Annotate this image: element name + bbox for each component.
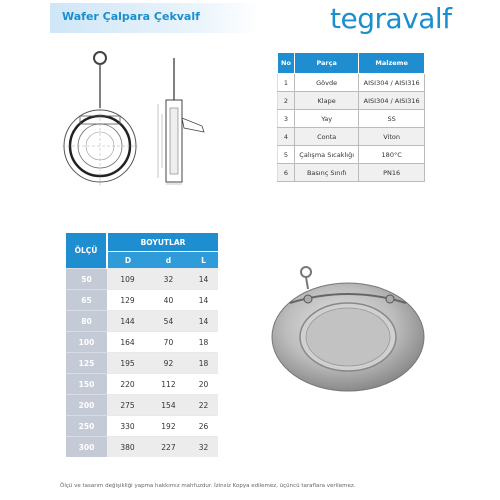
cell-D: 220 [107,374,148,395]
cell-D: 380 [107,437,148,458]
cell-D: 275 [107,395,148,416]
row-no: 6 [278,164,295,182]
cell-L: 18 [189,353,218,374]
materials-header-part: Parça [295,53,359,74]
size-cell: 65 [66,290,107,311]
cell-L: 26 [189,416,218,437]
cell-L: 20 [189,374,218,395]
size-cell: 200 [66,395,107,416]
cell-d: 112 [148,374,189,395]
page-title: Wafer Çalpara Çekvalf [62,10,200,23]
cell-d: 40 [148,290,189,311]
table-row [278,92,425,110]
header-D: D [107,252,148,269]
table-row [278,146,425,164]
cell-D: 195 [107,353,148,374]
table-row [278,128,425,146]
cell-L: 14 [189,290,218,311]
size-cell: 250 [66,416,107,437]
table-row [66,290,218,311]
cell-L: 14 [189,269,218,290]
dimensions-group-header: BOYUTLAR [107,233,218,252]
table-row [66,437,218,458]
table-row [66,353,218,374]
cell-d: 32 [148,269,189,290]
row-no: 2 [278,92,295,110]
cell-D: 144 [107,311,148,332]
row-material: SS [359,110,425,128]
product-photo [268,265,428,395]
cell-D: 129 [107,290,148,311]
materials-header-material: Malzeme [359,53,425,74]
header-d: d [148,252,189,269]
table-row [66,395,218,416]
cell-D: 330 [107,416,148,437]
row-material: Viton [359,128,425,146]
table-row [278,74,425,92]
row-material: AISI304 / AISI316 [359,74,425,92]
cell-d: 70 [148,332,189,353]
cell-D: 164 [107,332,148,353]
row-material: PN16 [359,164,425,182]
cell-d: 92 [148,353,189,374]
size-cell: 50 [66,269,107,290]
cell-L: 14 [189,311,218,332]
materials-header-no: No [278,53,295,74]
materials-table [277,52,425,182]
cell-d: 154 [148,395,189,416]
row-part: Klape [295,92,359,110]
row-part: Gövde [295,74,359,92]
cell-L: 32 [189,437,218,458]
row-no: 3 [278,110,295,128]
size-cell: 125 [66,353,107,374]
row-no: 4 [278,128,295,146]
cell-D: 109 [107,269,148,290]
dimensions-table [66,233,218,457]
row-part: Yay [295,110,359,128]
cell-d: 54 [148,311,189,332]
table-row [66,332,218,353]
size-cell: 300 [66,437,107,458]
table-row [278,110,425,128]
header-L: L [189,252,218,269]
footer-disclaimer: Ölçü ve tasarım değişikliği yapma hakkımız mahfuzdur. İzinsiz Kopya edilemez, üçüncü taraflara verilemez. [60,483,356,489]
row-no: 5 [278,146,295,164]
row-no: 1 [278,74,295,92]
brand-logo: tegravalf [330,2,452,35]
row-material: AISI304 / AISI316 [359,92,425,110]
row-material: 180°C [359,146,425,164]
cell-d: 227 [148,437,189,458]
row-part: Çalışma Sıcaklığı [295,146,359,164]
table-row [66,374,218,395]
cell-L: 22 [189,395,218,416]
size-header: ÖLÇÜ [66,233,107,269]
row-part: Conta [295,128,359,146]
table-row [66,416,218,437]
cell-d: 192 [148,416,189,437]
table-row [66,269,218,290]
size-cell: 100 [66,332,107,353]
table-row [278,164,425,182]
technical-drawing [62,48,222,188]
size-cell: 150 [66,374,107,395]
row-part: Basınç Sınıfı [295,164,359,182]
cell-L: 18 [189,332,218,353]
table-row [66,311,218,332]
size-cell: 80 [66,311,107,332]
